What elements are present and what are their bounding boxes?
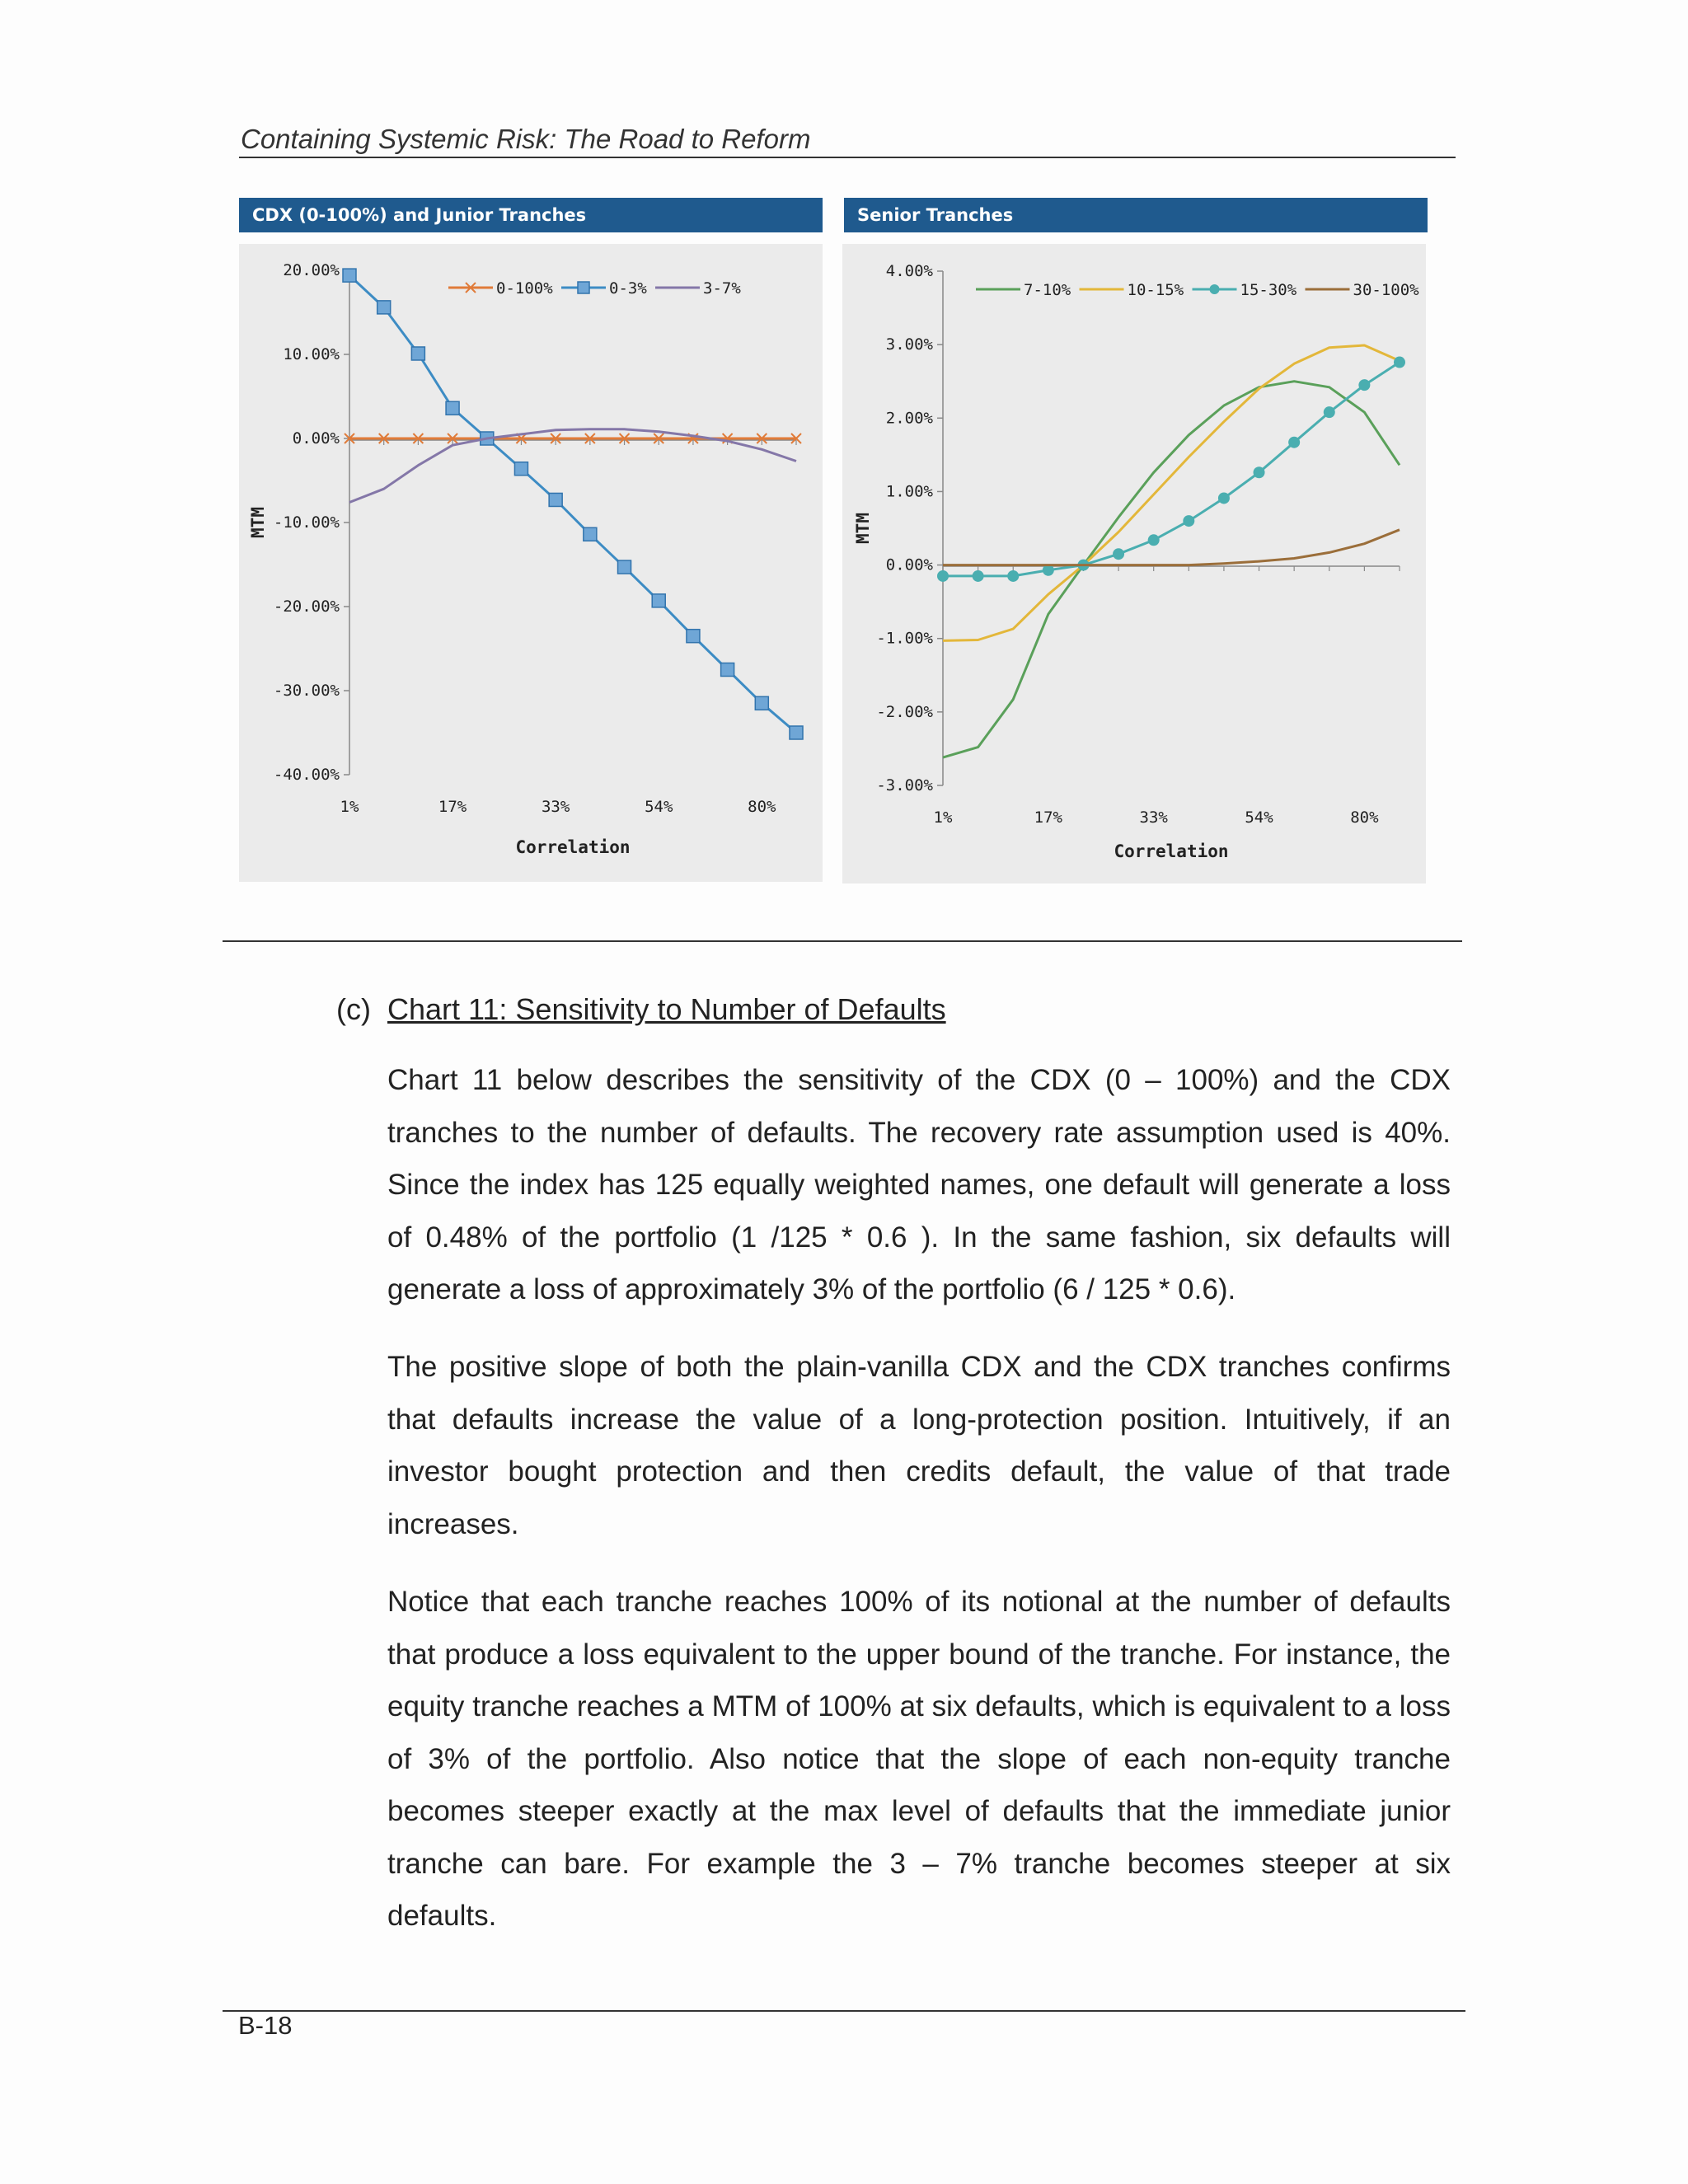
legend-item-7-10% bbox=[976, 281, 1071, 299]
paragraph: Chart 11 below describes the sensitivity of the CDX (0 – 100%) and the CDX tranches to the number of defaults. The recovery rate assumption used is 40%. Since the index has 125 equally weighted names, one default will generate a loss of 0.48% of the portfolio (1 /125 * 0.6 ). In the same fashion, six defaults will generate a loss of approximately 3% of the portfolio (6 / 125 * 0.6). bbox=[387, 1064, 1451, 1305]
page-number: B-18 bbox=[238, 2011, 293, 2040]
data-point bbox=[411, 347, 424, 360]
data-point bbox=[1007, 570, 1019, 582]
section-title: Chart 11: Sensitivity to Number of Defaults bbox=[387, 992, 946, 1026]
legend-label: 30-100% bbox=[1353, 281, 1419, 299]
x-axis-title: Correlation bbox=[515, 837, 631, 857]
legend-marker bbox=[578, 282, 589, 293]
y-axis-title: MTM bbox=[248, 507, 268, 538]
chart-right bbox=[842, 244, 1426, 883]
data-point bbox=[1113, 548, 1124, 560]
chart-left-panel bbox=[239, 244, 823, 882]
x-tick-label: 54% bbox=[645, 798, 673, 816]
data-point bbox=[1148, 534, 1160, 546]
data-point bbox=[973, 570, 984, 582]
data-point bbox=[1288, 437, 1300, 448]
x-tick-label: 54% bbox=[1245, 808, 1273, 827]
chart-left-title: CDX (0-100%) and Junior Tranches bbox=[239, 198, 823, 232]
data-point bbox=[1394, 357, 1405, 368]
x-tick-label: 1% bbox=[340, 798, 359, 816]
y-tick-label: 1.00% bbox=[885, 482, 933, 501]
x-tick-label: 17% bbox=[1034, 808, 1063, 827]
data-point bbox=[1183, 515, 1194, 527]
y-tick-label: 10.00% bbox=[283, 345, 340, 363]
running-header bbox=[239, 122, 1456, 158]
series-line-7-10% bbox=[943, 382, 1400, 757]
x-tick-label: 1% bbox=[933, 808, 953, 827]
y-tick-label: 2.00% bbox=[885, 409, 933, 428]
footer-rule bbox=[223, 2010, 1465, 2012]
legend-label: 7-10% bbox=[1024, 281, 1071, 299]
y-tick-label: -40.00% bbox=[273, 766, 340, 784]
legend-label: 10-15% bbox=[1127, 281, 1184, 299]
data-point bbox=[652, 594, 665, 607]
y-tick-label: 0.00% bbox=[292, 429, 340, 448]
data-point bbox=[446, 401, 459, 415]
legend-label: 0-100% bbox=[496, 279, 553, 298]
running-header-title: Containing Systemic Risk: The Road to Reform bbox=[241, 124, 811, 154]
y-tick-label: -2.00% bbox=[876, 702, 933, 721]
chart-right-panel bbox=[842, 244, 1426, 883]
data-point bbox=[721, 663, 734, 677]
data-point bbox=[790, 726, 803, 739]
y-tick-label: 20.00% bbox=[283, 261, 340, 279]
legend-item-3-7% bbox=[655, 279, 741, 298]
x-tick-label: 80% bbox=[748, 798, 776, 816]
y-tick-label: -3.00% bbox=[876, 776, 933, 794]
data-point bbox=[549, 493, 562, 506]
paragraph: Notice that each tranche reaches 100% of its notional at the number of defaults that produce a loss equivalent to the upper bound of the tranche. For instance, the equity tranche reaches a MTM of 100% at six defaults, which is equivalent to a loss of 3% of the portfolio. Also notice that the slope of each non-equity tranche becomes steeper exactly at the max level of defaults that the immediate junior tranche can bare. For example the 3 – 7% tranche becomes steeper at six defaults. bbox=[387, 1586, 1451, 1932]
data-point bbox=[1324, 406, 1335, 418]
data-point bbox=[618, 560, 631, 574]
data-point bbox=[1218, 492, 1230, 504]
x-tick-label: 33% bbox=[541, 798, 570, 816]
data-point bbox=[755, 696, 768, 710]
legend-item-15-30% bbox=[1193, 281, 1297, 299]
y-tick-label: -1.00% bbox=[876, 629, 933, 648]
data-point bbox=[584, 527, 597, 541]
x-axis-title: Correlation bbox=[1114, 841, 1229, 861]
legend-label: 15-30% bbox=[1240, 281, 1297, 299]
data-point bbox=[1358, 379, 1370, 391]
series-line-15-30% bbox=[943, 363, 1400, 576]
y-tick-label: 3.00% bbox=[885, 335, 933, 354]
data-point bbox=[343, 269, 356, 282]
x-tick-label: 33% bbox=[1139, 808, 1168, 827]
x-tick-label: 17% bbox=[438, 798, 467, 816]
chart-left bbox=[239, 244, 823, 882]
data-point bbox=[687, 630, 700, 643]
x-tick-label: 80% bbox=[1350, 808, 1379, 827]
y-axis-title: MTM bbox=[853, 513, 873, 544]
y-tick-label: 4.00% bbox=[885, 262, 933, 280]
section-number: (c) bbox=[336, 992, 371, 1026]
legend-item-0-3% bbox=[561, 279, 647, 298]
legend-item-30-100% bbox=[1306, 281, 1420, 299]
legend-label: 0-3% bbox=[609, 279, 647, 298]
data-point bbox=[1254, 466, 1265, 478]
chart-right-title: Senior Tranches bbox=[844, 198, 1428, 232]
data-point bbox=[514, 462, 528, 476]
y-tick-label: -20.00% bbox=[273, 598, 340, 616]
data-point bbox=[377, 301, 391, 314]
legend-marker bbox=[1210, 284, 1220, 294]
y-tick-label: 0.00% bbox=[885, 555, 933, 574]
legend-item-10-15% bbox=[1080, 281, 1184, 299]
section-divider bbox=[223, 940, 1462, 942]
y-tick-label: -10.00% bbox=[273, 513, 340, 532]
legend-item-0-100% bbox=[448, 279, 553, 298]
data-point bbox=[937, 570, 949, 582]
section-heading bbox=[336, 992, 946, 1027]
paragraph: The positive slope of both the plain-vanilla CDX and the CDX tranches confirms that defaults increase the value of a long-protection position. Intuitively, if an investor bought protection and then credits default, the value of that trade increases. bbox=[387, 1351, 1451, 1540]
legend-label: 3-7% bbox=[703, 279, 741, 298]
y-tick-label: -30.00% bbox=[273, 682, 340, 700]
series-line-30-100% bbox=[943, 530, 1400, 565]
